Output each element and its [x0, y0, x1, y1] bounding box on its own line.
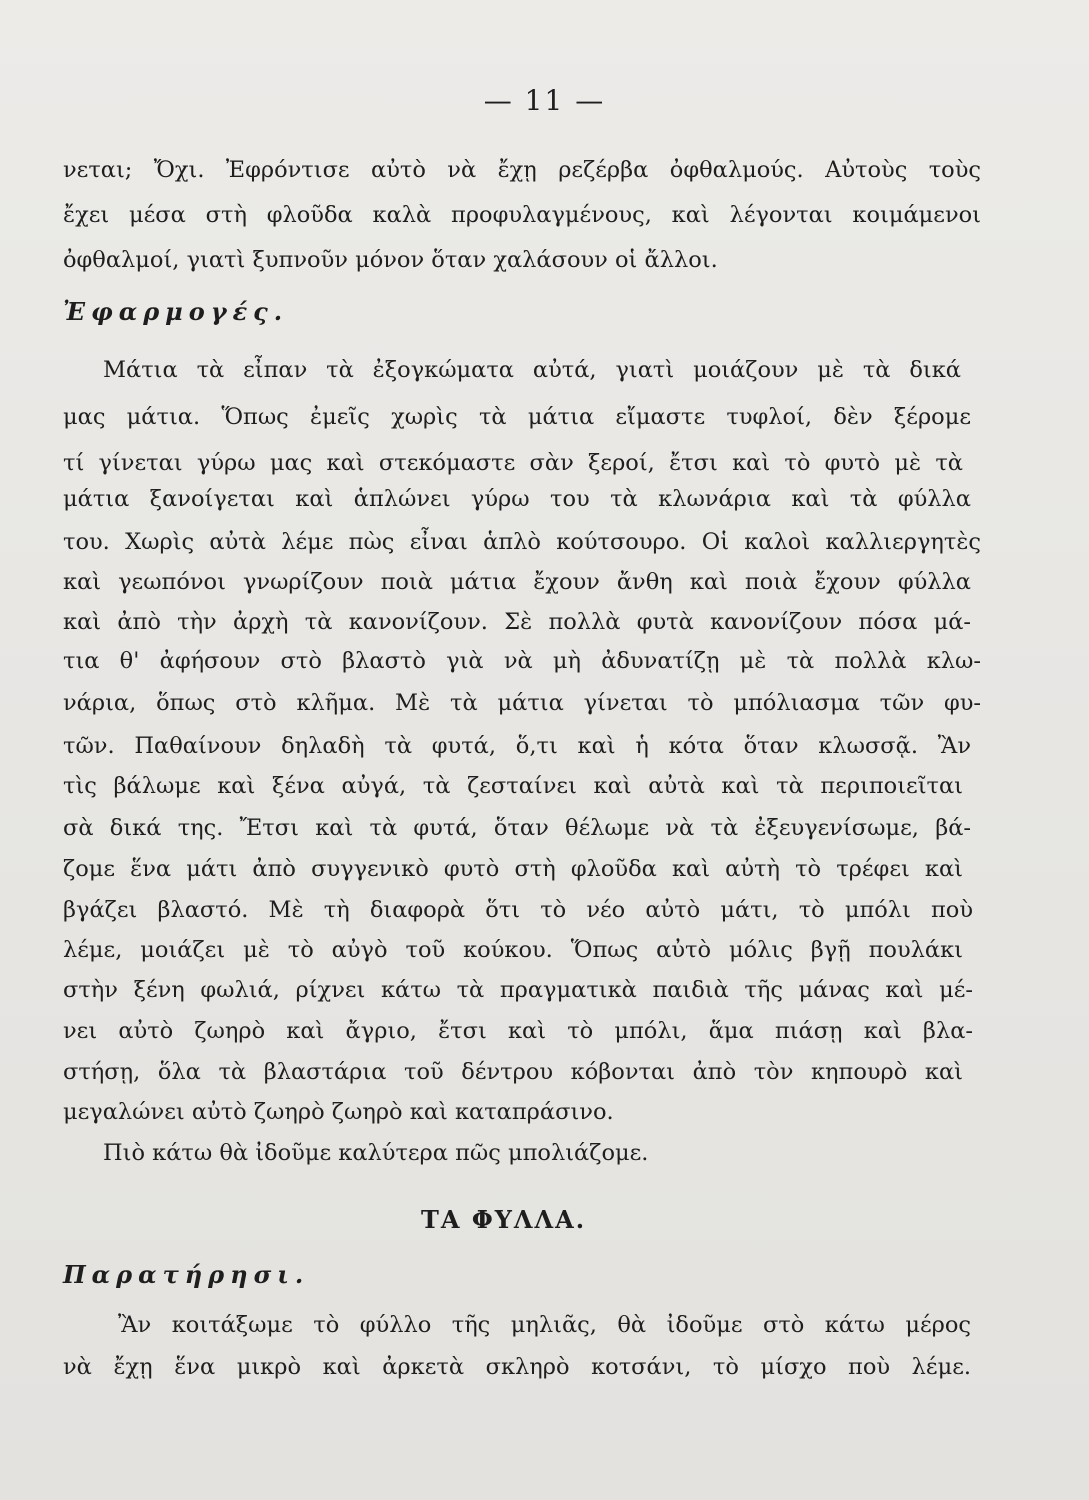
text-line: νάρια, ὅπως στὸ κλῆμα. Μὲ τὰ μάτια γίνεται τὸ μπόλιασμα τῶν φυ-: [63, 690, 981, 716]
text-line: Ἂν κοιτάξωμε τὸ φύλλο τῆς μηλιᾶς, θὰ ἰδοῦμε στὸ κάτω μέρος: [118, 1312, 971, 1338]
text-line: τί γίνεται γύρω μας καὶ στεκόμαστε σὰν ξεροί, ἔτσι καὶ τὸ φυτὸ μὲ τὰ: [63, 450, 963, 476]
text-line: του. Χωρὶς αὐτὰ λέμε πὼς εἶναι ἁπλὸ κούτσουρο. Οἱ καλοὶ καλλιεργητὲς: [63, 529, 981, 555]
text-line: ζομε ἕνα μάτι ἀπὸ συγγενικὸ φυτὸ στὴ φλοῦδα καὶ αὐτὴ τὸ τρέφει καὶ: [63, 856, 963, 882]
heading-applications: Ἐφαρμογές.: [63, 297, 289, 326]
heading-observation: Παρατήρησι.: [63, 1260, 310, 1289]
text-line: νὰ ἔχῃ ἕνα μικρὸ καὶ ἀρκετὰ σκληρὸ κοτσάνι, τὸ μίσχο ποὺ λέμε.: [63, 1354, 971, 1380]
text-line: στήσῃ, ὅλα τὰ βλαστάρια τοῦ δέντρου κόβονται ἀπὸ τὸν κηπουρὸ καὶ: [63, 1059, 963, 1085]
text-line: καὶ γεωπόνοι γνωρίζουν ποιὰ μάτια ἔχουν ἄνθη καὶ ποιὰ ἔχουν φύλλα: [63, 569, 971, 595]
text-line: βγάζει βλαστό. Μὲ τὴ διαφορὰ ὅτι τὸ νέο αὐτὸ μάτι, τὸ μπόλι ποὺ: [63, 897, 973, 923]
text-line: μας μάτια. Ὅπως ἐμεῖς χωρὶς τὰ μάτια εἴμαστε τυφλοί, δὲν ξέρομε: [63, 404, 971, 430]
text-line: μεγαλώνει αὐτὸ ζωηρὸ ζωηρὸ καὶ καταπράσινο.: [63, 1099, 614, 1125]
text-line: Πιὸ κάτω θὰ ἰδοῦμε καλύτερα πῶς μπολιάζομε.: [103, 1140, 649, 1166]
text-line: Μάτια τὰ εἶπαν τὰ ἐξογκώματα αὐτά, γιατὶ μοιάζουν μὲ τὰ δικά: [103, 357, 961, 383]
text-line: τῶν. Παθαίνουν δηλαδὴ τὰ φυτά, ὅ,τι καὶ ἡ κότα ὅταν κλωσσᾷ. Ἂν: [63, 733, 971, 759]
text-line: νει αὐτὸ ζωηρὸ καὶ ἄγριο, ἔτσι καὶ τὸ μπόλι, ἅμα πιάσῃ καὶ βλα-: [63, 1018, 973, 1044]
text-line: στὴν ξένη φωλιά, ρίχνει κάτω τὰ πραγματικὰ παιδιὰ τῆς μάνας καὶ μέ-: [63, 977, 973, 1003]
text-line: ὀφθαλμοί, γιατὶ ξυπνοῦν μόνον ὅταν χαλάσουν οἱ ἄλλοι.: [63, 247, 718, 273]
text-line: μάτια ξανοίγεται καὶ ἁπλώνει γύρω του τὰ κλωνάρια καὶ τὰ φύλλα: [63, 486, 971, 512]
text-line: ἔχει μέσα στὴ φλοῦδα καλὰ προφυλαγμένους, καὶ λέγονται κοιμάμενοι: [63, 202, 981, 228]
text-line: νεται; Ὄχι. Ἐφρόντισε αὐτὸ νὰ ἔχῃ ρεζέρβα ὀφθαλμούς. Αὐτοὺς τοὺς: [63, 157, 981, 183]
text-line: τια θ' ἀφήσουν στὸ βλαστὸ γιὰ νὰ μὴ ἀδυνατίζῃ μὲ τὰ πολλὰ κλω-: [63, 648, 981, 674]
section-title: ΤΑ ΦΥΛΛΑ.: [421, 1205, 587, 1234]
text-line: σὰ δικά της. Ἔτσι καὶ τὰ φυτά, ὅταν θέλωμε νὰ τὰ ἐξευγενίσωμε, βά-: [63, 815, 971, 841]
text-line: καὶ ἀπὸ τὴν ἀρχὴ τὰ κανονίζουν. Σὲ πολλὰ φυτὰ κανονίζουν πόσα μά-: [63, 609, 971, 635]
text-line: λέμε, μοιάζει μὲ τὸ αὐγὸ τοῦ κούκου. Ὅπως αὐτὸ μόλις βγῇ πουλάκι: [63, 937, 963, 963]
page-number: — 11 —: [483, 84, 606, 117]
text-line: τὶς βάλωμε καὶ ξένα αὐγά, τὰ ζεσταίνει καὶ αὐτὰ καὶ τὰ περιποιεῖται: [63, 773, 963, 799]
